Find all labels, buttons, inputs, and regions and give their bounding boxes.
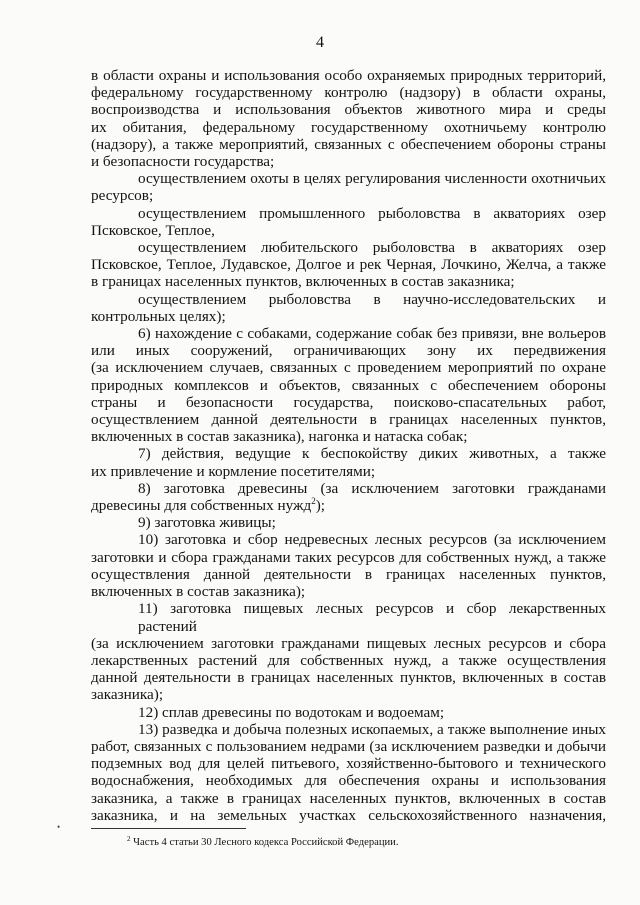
text-line-content: контрольных целях); (91, 307, 226, 325)
text-line (91, 273, 606, 290)
text-line (91, 445, 606, 462)
text-line (91, 256, 606, 273)
text-line-content: страны и безопасности государства, поисково-спасательных работ, (91, 393, 606, 411)
text-line-content: осуществлением рыболовства в научно-исследовательских и (138, 290, 606, 308)
text-line-content: их обитания, федеральному государственному охотничьему контролю (91, 118, 606, 136)
text-line-tail: ); (315, 497, 325, 515)
text-line (91, 101, 606, 118)
text-line-content: 6) нахождение с собаками, содержание собак без привязи, вне вольеров (138, 325, 606, 343)
footnote (127, 836, 398, 849)
text-line (91, 342, 606, 359)
text-line-content: (за исключением заготовки гражданами пищевых лесных ресурсов и сбора (91, 634, 606, 652)
text-line (91, 308, 606, 325)
text-line (91, 205, 606, 222)
text-line-content: и безопасности государства; (91, 153, 275, 171)
text-line (91, 394, 606, 411)
text-line (91, 67, 606, 84)
text-line-content: осуществления данной деятельности в границах населенных пунктов, (91, 565, 606, 583)
text-line-content: в области охраны и использования особо охраняемых природных территорий, (91, 67, 606, 84)
text-line (91, 704, 606, 721)
text-line (91, 790, 606, 807)
text-line (91, 187, 606, 204)
text-line (91, 669, 606, 686)
text-line (91, 807, 606, 824)
text-line (91, 531, 606, 548)
text-line (91, 119, 606, 136)
text-line-content: заказника, и на земельных участках сельскохозяйственного назначения, (91, 806, 606, 824)
text-line-content: их привлечение и кормление посетителями; (91, 462, 376, 480)
text-line (91, 514, 606, 531)
text-line-content: 11) заготовка пищевых лесных ресурсов и сбор лекарственных растений (138, 600, 606, 635)
text-line-content: водоснабжения, необходимых для обеспечения охраны и использования (91, 772, 606, 790)
text-line-content: осуществлением данной деятельности в границах населенных пунктов, (91, 411, 606, 429)
text-line (91, 428, 606, 445)
text-line (91, 549, 606, 566)
text-line (91, 635, 606, 652)
text-line (91, 738, 606, 755)
text-line-content: 8) заготовка древесины (за исключением заготовки гражданами (138, 479, 606, 497)
text-line-content: 7) действия, ведущие к беспокойству диких животных, а также (138, 445, 606, 463)
text-line (91, 463, 606, 480)
text-line-content: федеральному государственному контролю (надзору) в области охраны, (91, 84, 606, 102)
text-line-content: ресурсов; (91, 187, 154, 205)
text-line-content: данной деятельности в границах населенных пунктов, включенных в состав (91, 669, 606, 687)
text-line-content: (надзору), а также мероприятий, связанных с обеспечением обороны страны (91, 135, 606, 153)
text-line-content: лекарственных растений для собственных нужд, а также осуществления (91, 651, 606, 669)
text-line (91, 480, 606, 497)
text-line (91, 566, 606, 583)
text-line (91, 411, 606, 428)
text-line (91, 84, 606, 101)
text-line (91, 136, 606, 153)
text-line (91, 755, 606, 772)
footnote-text: Часть 4 статьи 30 Лесного кодекса Российской Федерации. (133, 837, 399, 848)
text-line (91, 325, 606, 342)
text-line-content: подземных вод для целей питьевого, хозяйственно-бытового и технического (91, 755, 606, 773)
text-line (91, 686, 606, 703)
text-line-content: заказника); (91, 686, 164, 704)
text-line-content: включенных в состав заказника), нагонка и натаска собак; (91, 428, 468, 446)
text-line-content: осуществлением охоты в целях регулирования численности охотничьих (138, 170, 606, 188)
text-line (91, 222, 606, 239)
text-line (91, 772, 606, 789)
text-line-content: осуществлением любительского рыболовства в акваториях озер (138, 239, 606, 257)
text-line-content: заказника, а также в границах населенных пунктов, включенных в состав (91, 789, 606, 807)
text-line (91, 652, 606, 669)
text-line-content: работ, связанных с пользованием недрами (за исключением разведки и добычи (91, 737, 606, 755)
text-line-content: природных комплексов и объектов, связанных с обеспечением обороны (91, 376, 606, 394)
text-line-content: 10) заготовка и сбор недревесных лесных ресурсов (за исключением (138, 531, 606, 549)
text-line-content: Псковское, Теплое, (91, 221, 215, 239)
text-line (91, 153, 606, 170)
margin-mark: • (57, 822, 61, 832)
text-line (91, 583, 606, 600)
footnote-separator (91, 828, 246, 829)
text-line-content: воспроизводства и использования объектов животного мира и среды (91, 101, 606, 119)
text-line (91, 377, 606, 394)
text-line-content: 12) сплав древесины по водотокам и водоемам; (138, 703, 445, 721)
footnote-reference: 2 (311, 496, 316, 507)
page-number: 4 (316, 34, 324, 51)
text-line (91, 239, 606, 256)
text-line-content: в границах населенных пунктов, включенных в состав заказника; (91, 273, 515, 291)
text-line-content: Псковское, Теплое, Лудавское, Долгое и рек Черная, Лочкино, Желча, а также (91, 256, 606, 274)
text-line-content: (за исключением случаев, связанных с проведением мероприятий по охране (91, 359, 606, 377)
text-line-content: древесины для собственных нужд (91, 497, 312, 515)
text-line (91, 291, 606, 308)
footnote-number: 2 (127, 835, 131, 843)
text-line-content: 13) разведка и добыча полезных ископаемых, а также выполнение иных (138, 720, 606, 738)
text-line (91, 497, 606, 514)
text-line (91, 170, 606, 187)
text-line-content: осуществлением промышленного рыболовства в акваториях озер (138, 204, 606, 222)
text-line-content: заготовки и сбора гражданами таких ресурсов для собственных нужд, а также (91, 548, 606, 566)
document-body (91, 67, 606, 824)
text-line (91, 721, 606, 738)
text-line (91, 600, 606, 634)
text-line-content: включенных в состав заказника); (91, 583, 306, 601)
text-line-content: или иных сооружений, ограничивающих зону их передвижения (91, 342, 606, 360)
text-line-content: 9) заготовка живицы; (138, 514, 276, 532)
text-line (91, 359, 606, 376)
